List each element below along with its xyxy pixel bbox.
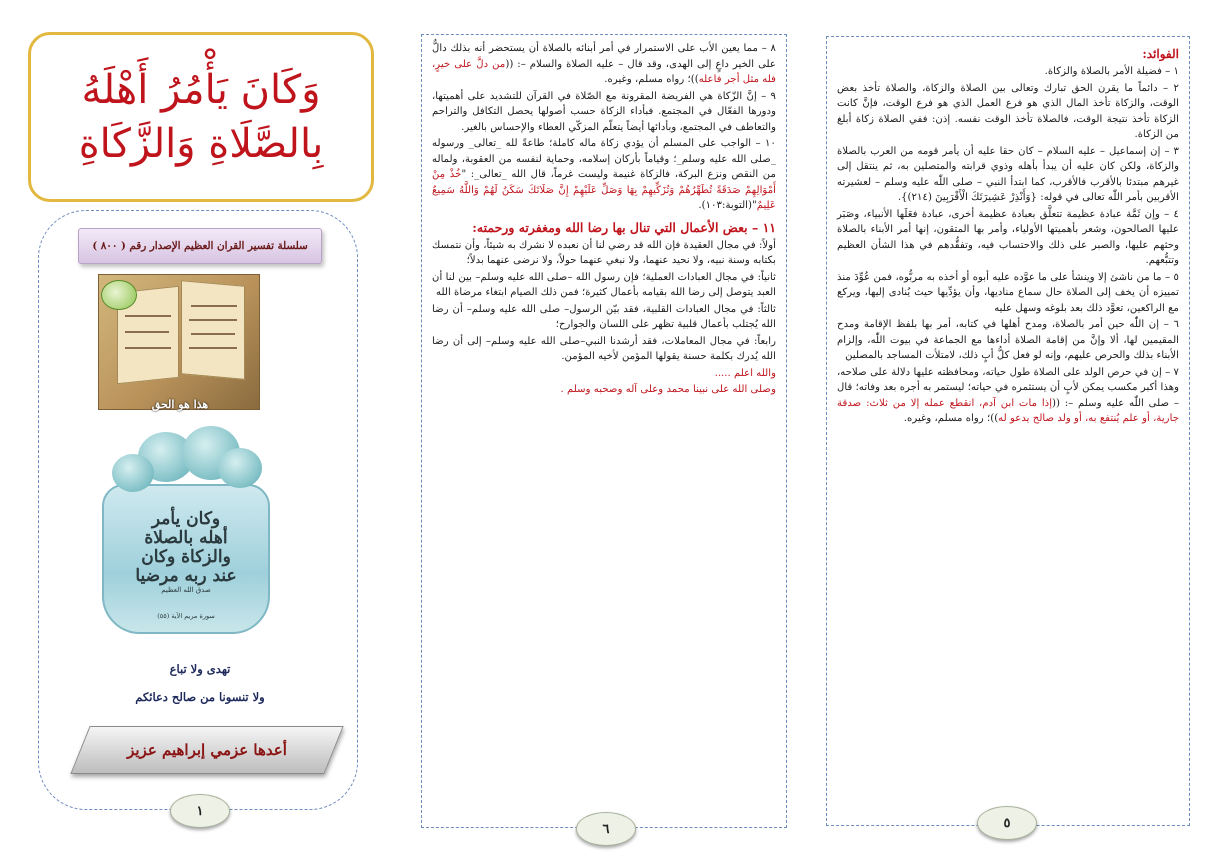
page-number-1: ١: [170, 794, 230, 828]
section-11-heading: ١١ – بعض الأعمال التي تنال بها رضا الله ومغفرته ورحمته:: [472, 219, 776, 235]
flower-verse-line-4: عند ربه مرضيا: [135, 566, 237, 587]
benefit-6: ٦ – إن اللّٰه حين أمر بالصلاة، ومدح أهلها في كتابه، أمر بها بلفظ الإقامة ومدح المقيمين لها، ألا وإنَّ من إقامة الصلاة أداءها مع الجماعة في بيوت اللّٰه، وإلزام الأبناء بذلك والحرص عليهم، وإنه لو فعل كلُّ أبٍ ذلك، لامتلأت المساجد بالمصلين: [837, 319, 1179, 362]
flower-verse-image: [98, 426, 276, 640]
closing-prayer: وصلى الله على نبينا محمد وعلى آله وصحبه وسلم .: [560, 384, 776, 396]
author-name: أعدها عزمي إبراهيم عزيز: [127, 741, 287, 759]
dedication-line-1: تهدى ولا تباع: [169, 662, 231, 676]
benefit-10: [432, 136, 776, 214]
benefit-8-text: ٨ – مما يعين الأب على الاستمرار في أمر أبنائه بالصلاة أن يستحضر أنه بذلك دالٌّ على الخير داعٍ إلى الهدى، وقد قال – عليه الصلاة والسلام –: ((: [432, 43, 777, 70]
benefit-2: ٢ – دائماً ما يقرن الحق تبارك وتعالى بين الصلاة والزكاة، والصلاة تأخذ بعض الوقت، والزكاة تأخذ المال الذي هو فرع العمل الذي هو فرع الوقت، فإنَّ كانت الزكاة تأخذ نتيجة الوقت، فالصلاة تأخذ الوقت نفسه. إذن: ففي الصلاة زكاة أبلغ من الزكاة.: [837, 82, 1179, 141]
title-line-2: بِالصَّلَاةِ وَالزَّكَاةِ: [78, 121, 324, 167]
benefit-10-text: ١٠ – الواجب على المسلم أن يؤدي زكاة ماله كاملة؛ طاعةً لله _تعالى_ ورسوله _صلى الله عليه وسلم_؛ وقياماً بأركان إسلامه، وحماية لنفسه من العقوبة، ولماله من النقص ونزع البركة، فالزكاة غنيمة وليست غرماً، قال الله _تعالى_: ": [432, 138, 776, 180]
author-banner: [80, 726, 334, 774]
benefit-1: ١ – فضيلة الأمر بالصلاة والزكاة.: [1044, 66, 1179, 78]
benefit-8: [432, 41, 776, 88]
cover-title-box: [28, 32, 374, 202]
benefit-9: ٩ – إنَّ الزّكاة هي الفريضة المقرونة مع الصّلاة في القرآن للتشديد على أهميتها، ودورها الفعّال في المجتمع. فبأداء الزكاة حسب أصولها يحصل التكافل والتراحم والتعاطف في المجتمع، وبأدائها أيضاً يتعلّم المزكّي العطاء والإحساس بالغير.: [432, 90, 776, 133]
flower-verse-line-3: والزكاة وكان: [141, 547, 231, 568]
flower-verse-reference: سورة مريم الآية (٥٥): [157, 612, 215, 620]
page-number-5: ٥: [977, 806, 1037, 840]
item-third: ثالثاً: في مجال العبادات القلبية، فقد بيّن الرسول– صلى الله عليه وسلم– أن رضا الله يُجتلب بأعمال قلبية تظهر على اللسان والجوارح؛: [432, 303, 776, 331]
benefit-8-source: ))؛ رواه مسلم، وغيره.: [604, 74, 699, 85]
page-number-6: ٦: [576, 812, 636, 846]
item-second: ثانياً: في مجال العبادات العملية؛ فإن رسول الله –صلى الله عليه وسلم– بين لنا أن العبد يتوصل إلى رضا الله بقيامه بأعمال كثيرة؛ فمن ذلك الصيام ابتغاء مرضاة الله: [432, 271, 776, 299]
hadith-text: إذا مات ابن آدم، انقطع عمله إلا من ثلاث: صدقة جارية، أو علم يُنتفع به، أو ولد صالح يدعو له: [837, 397, 1179, 425]
benefit-4: ٤ – وإن ثَمَّة عبادة عظيمة تتعلَّق بعبادة عظيمة أخرى، عبادة فعَلَها الأنبياء، وصَبَر عليها الصالحون، وشعر بأهميتها الأولياء، وأمر بها المتقون، إنها أمر الأبناء بالصلاة وحثهم عليها، والصبر على ذلك والاحتساب فيه، وتفقُّدهم في هذا الشأن العظيم وتتبُّعهم.: [837, 208, 1179, 267]
benefit-7: [837, 365, 1179, 427]
page-5-panel: [826, 36, 1190, 826]
flower-verse-line-2: أهله بالصلاة: [144, 528, 228, 549]
flower-verse-line-1: وكان يأمر: [151, 509, 221, 529]
page-6-panel: [421, 34, 787, 828]
publisher-logo-icon: [101, 280, 137, 310]
hadith-text: من دلَّ على خيرٍ، فله مثل أجر فاعله: [432, 58, 776, 85]
closing-allah-knows: والله اعلم .....: [714, 367, 776, 379]
series-banner: سلسلة تفسير القران العظيم الإصدار رقم ( ٨٠٠ ): [78, 228, 322, 264]
book-caption: هذا هو الحق: [151, 398, 209, 411]
item-first: أولاً: في مجال العقيدة فإن الله قد رضي لنا أن نعبده لا نشرك به شيئاً، وأن نتمسك بكتابه وسنة نبيه، ولا نحيد عنهما، ولا نبغي عنهما حولاً، ولا نرضى عنهما بدلاً؛: [432, 239, 776, 267]
dedication-line-2: ولا تنسونا من صالح دعائكم: [135, 690, 265, 704]
benefit-3: ٣ – إن إسماعيل – عليه السلام – كان حقا عليه أن يأمر قومه من العرب بالصلاة والزكاة، ولكن كان عليه أن يبدأ بأهله وذوي قرابته والمتصلين به، ثم ينتقل إلى غيرهم مبتدئا بالأقرب فالأقرب، كما ابتدأ النبي – صلى اللّٰه عليه وسلم – لعشيرته الأقربين بأمر اللّٰه تعالى في قوله: {وَأَنْذِرْ عَشِيرَتَكَ الْأَقْرَبِينَ (٢١٤)}.: [837, 145, 1179, 204]
item-fourth: رابعاً: في مجال المعاملات، فقد أرشدنا النبي–صلى الله عليه وسلم– إلى أن رضا الله يُدرك بكلمة حسنة يقولها المؤمن لأخيه المؤمن.: [432, 335, 776, 363]
verse-text: خُذْ مِنْ أَمْوَالِهِمْ صَدَقَةً تُطَهِّرُهُمْ وَتُزَكِّيهِمْ بِهَا وَصَلِّ عَلَيْهِمْ إِنَّ صَلَاتَكَ سَكَنٌ لَهُمْ وَاللَّهُ سَمِيعٌ عَلِيمٌ: [432, 169, 776, 211]
flower-verse-attribution: صدق الله العظيم: [161, 586, 211, 594]
benefit-5: ٥ – ما من ناشئ إلا وينشأ على ما عوَّده عليه أبوه أو أخذه به مربُّوه، فمن عُوِّدَ منذ تمييزه أن يخف إلى الصلاة حال سماع مناديها، وأن يؤدِّيها حيث يُنادى إليها، ويركع مع الراكعين، تعوَّد ذلك بعد بلوغه وسهل عليه: [837, 271, 1179, 314]
benefits-heading: الفوائد:: [1142, 47, 1179, 61]
benefit-10-source: "(التوبة:١٠٣).: [698, 200, 757, 211]
benefit-7-text: ٧ – إن في حرص الولد على الصلاة طول حياته، ومحافظته عليها دلالة على صلاحه، وهذا أكبر مكسب يمكن لأبٍ أن يستثمره في حياته؛ ليستمر به أجره بعد وفاته؛ قال – صلى اللّٰه عليه وسلم –: ((: [837, 366, 1179, 409]
title-line-1: وَكَانَ يَأْمُرُ أَهْلَهُ: [81, 67, 321, 113]
benefit-7-source: ))؛ رواه مسلم، وغيره.: [903, 413, 999, 425]
